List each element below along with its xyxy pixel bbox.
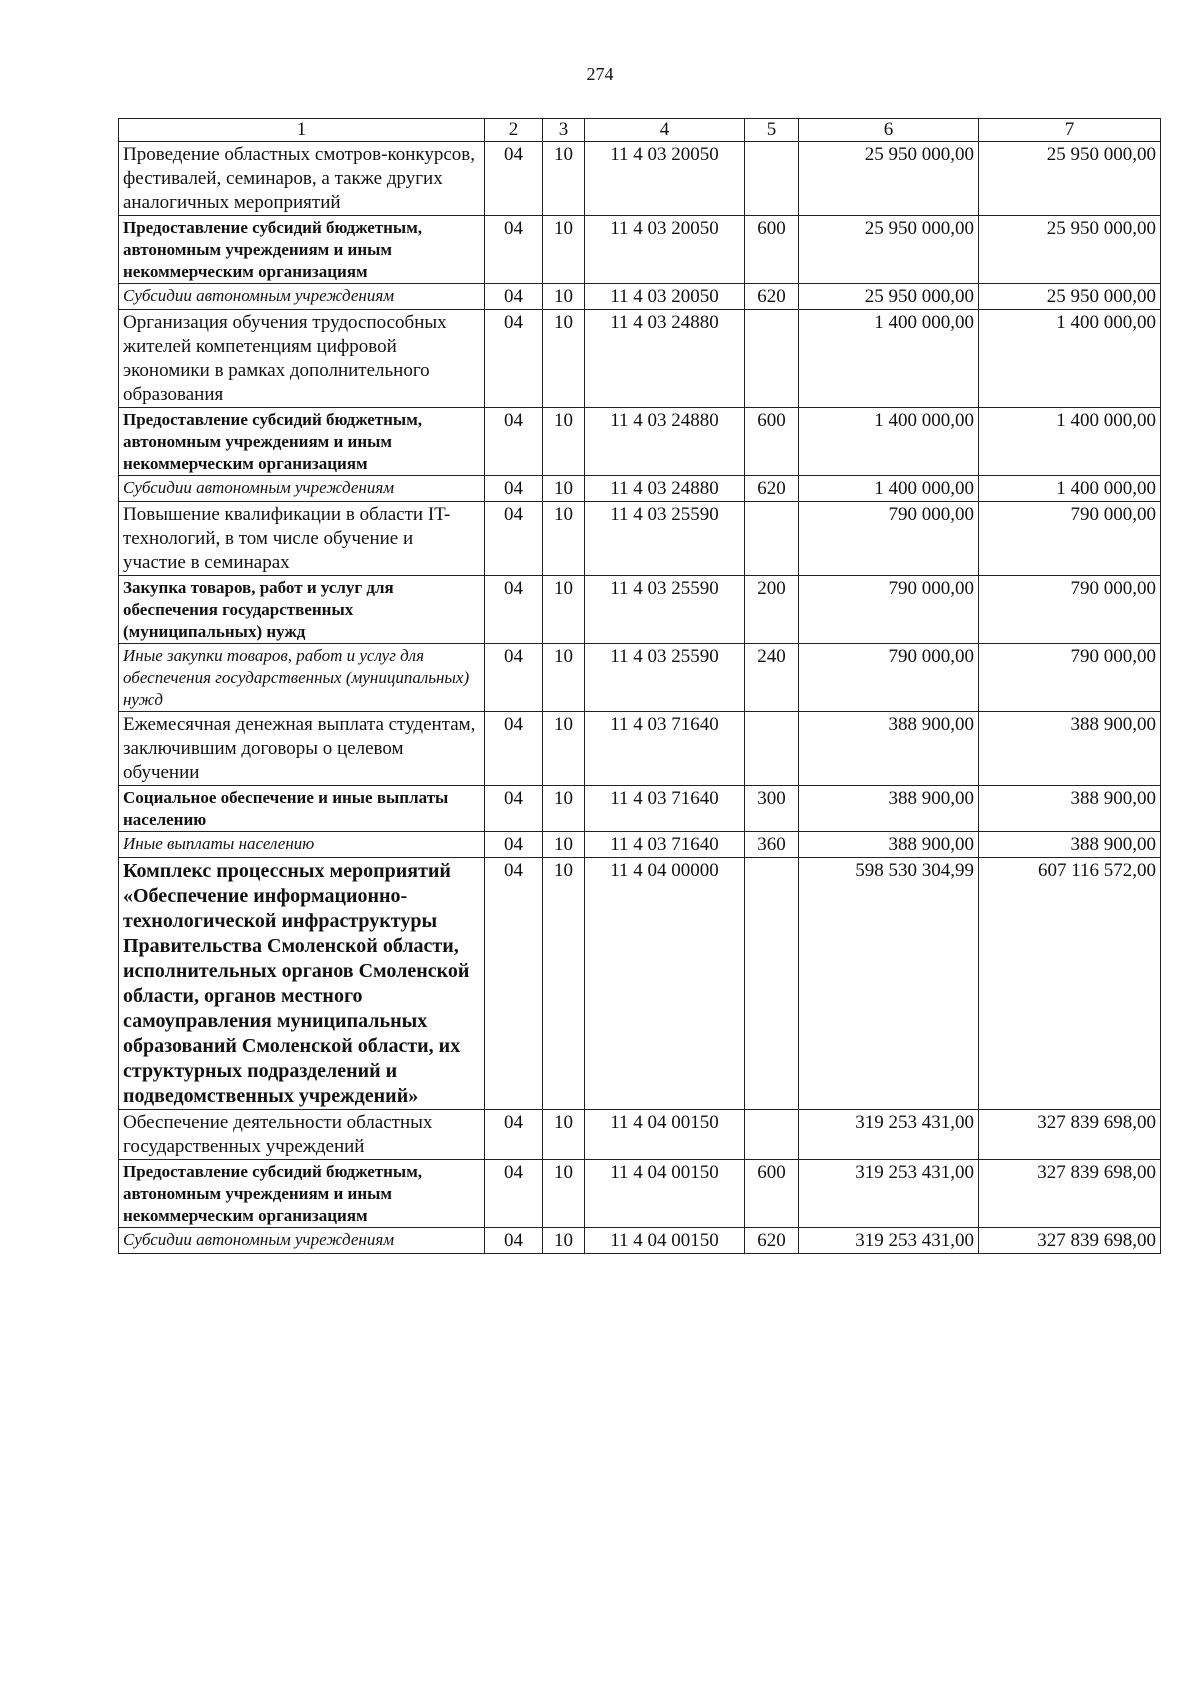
chapter-cell: 04 (485, 576, 543, 644)
amount-year2-cell: 327 839 698,00 (979, 1160, 1161, 1228)
subsection-cell: 10 (543, 476, 585, 502)
row-name-cell: Ежемесячная денежная выплата студентам, заключившим договоры о целевом обучении (119, 712, 485, 786)
amount-year1-cell: 1 400 000,00 (799, 476, 979, 502)
subsection-cell: 10 (543, 216, 585, 284)
subsection-cell: 10 (543, 502, 585, 576)
table-row (119, 1110, 1161, 1160)
target-article-cell: 11 4 03 24880 (585, 476, 745, 502)
table-row (119, 1228, 1161, 1254)
expense-type-cell: 600 (745, 1160, 799, 1228)
expense-type-cell: 600 (745, 216, 799, 284)
amount-year2-cell: 25 950 000,00 (979, 142, 1161, 216)
budget-table (118, 118, 1161, 1254)
table-row (119, 216, 1161, 284)
target-article-cell: 11 4 03 25590 (585, 576, 745, 644)
table-row (119, 310, 1161, 408)
table-row (119, 476, 1161, 502)
amount-year2-cell: 25 950 000,00 (979, 284, 1161, 310)
table-row (119, 502, 1161, 576)
column-header-4: 4 (585, 119, 745, 142)
row-name-cell: Субсидии автономным учреждениям (119, 1228, 485, 1254)
expense-type-cell: 600 (745, 408, 799, 476)
page-number: 274 (586, 64, 614, 84)
target-article-cell: 11 4 03 25590 (585, 502, 745, 576)
row-name-cell: Обеспечение деятельности областных государственных учреждений (119, 1110, 485, 1160)
row-name-cell: Организация обучения трудоспособных жителей компетенциям цифровой экономики в рамках дополнительного образования (119, 310, 485, 408)
amount-year1-cell: 598 530 304,99 (799, 858, 979, 1110)
amount-year2-cell: 327 839 698,00 (979, 1228, 1161, 1254)
amount-year1-cell: 25 950 000,00 (799, 284, 979, 310)
row-name-cell: Комплекс процессных мероприятий «Обеспечение информационно-технологической инфраструктуры Правительства Смоленской области, исполнительных органов Смоленской области, органов местного самоуправления муниципальных образований Смоленской области, их структурных подразделений и подведомственных учреждений» (119, 858, 485, 1110)
expense-type-cell: 360 (745, 832, 799, 858)
chapter-cell: 04 (485, 832, 543, 858)
amount-year2-cell: 790 000,00 (979, 502, 1161, 576)
column-header-1: 1 (119, 119, 485, 142)
amount-year1-cell: 25 950 000,00 (799, 142, 979, 216)
expense-type-cell (745, 502, 799, 576)
target-article-cell: 11 4 03 24880 (585, 408, 745, 476)
row-name-cell: Иные закупки товаров, работ и услуг для обеспечения государственных (муниципальных) нужд (119, 644, 485, 712)
amount-year2-cell: 607 116 572,00 (979, 858, 1161, 1110)
target-article-cell: 11 4 04 00150 (585, 1160, 745, 1228)
amount-year1-cell: 790 000,00 (799, 576, 979, 644)
expense-type-cell: 200 (745, 576, 799, 644)
subsection-cell: 10 (543, 832, 585, 858)
expense-type-cell: 620 (745, 1228, 799, 1254)
target-article-cell: 11 4 03 71640 (585, 786, 745, 832)
subsection-cell: 10 (543, 712, 585, 786)
amount-year1-cell: 388 900,00 (799, 832, 979, 858)
expense-type-cell: 300 (745, 786, 799, 832)
chapter-cell: 04 (485, 644, 543, 712)
row-name-cell: Субсидии автономным учреждениям (119, 476, 485, 502)
subsection-cell: 10 (543, 284, 585, 310)
table-row (119, 858, 1161, 1110)
chapter-cell: 04 (485, 142, 543, 216)
column-header-5: 5 (745, 119, 799, 142)
row-name-cell: Предоставление субсидий бюджетным, автономным учреждениям и иным некоммерческим организациям (119, 216, 485, 284)
column-header-6: 6 (799, 119, 979, 142)
amount-year2-cell: 388 900,00 (979, 786, 1161, 832)
column-header-2: 2 (485, 119, 543, 142)
subsection-cell: 10 (543, 1228, 585, 1254)
amount-year2-cell: 790 000,00 (979, 644, 1161, 712)
chapter-cell: 04 (485, 476, 543, 502)
table-row (119, 786, 1161, 832)
column-header-3: 3 (543, 119, 585, 142)
row-name-cell: Субсидии автономным учреждениям (119, 284, 485, 310)
chapter-cell: 04 (485, 786, 543, 832)
amount-year1-cell: 1 400 000,00 (799, 310, 979, 408)
expense-type-cell: 240 (745, 644, 799, 712)
target-article-cell: 11 4 03 24880 (585, 310, 745, 408)
target-article-cell: 11 4 03 20050 (585, 284, 745, 310)
subsection-cell: 10 (543, 142, 585, 216)
expense-type-cell (745, 142, 799, 216)
table-row (119, 644, 1161, 712)
table-row (119, 1160, 1161, 1228)
amount-year2-cell: 327 839 698,00 (979, 1110, 1161, 1160)
row-name-cell: Закупка товаров, работ и услуг для обеспечения государственных (муниципальных) нужд (119, 576, 485, 644)
amount-year1-cell: 319 253 431,00 (799, 1160, 979, 1228)
amount-year2-cell: 1 400 000,00 (979, 408, 1161, 476)
chapter-cell: 04 (485, 1228, 543, 1254)
amount-year2-cell: 1 400 000,00 (979, 310, 1161, 408)
chapter-cell: 04 (485, 1110, 543, 1160)
subsection-cell: 10 (543, 310, 585, 408)
expense-type-cell (745, 858, 799, 1110)
row-name-cell: Социальное обеспечение и иные выплаты населению (119, 786, 485, 832)
amount-year2-cell: 1 400 000,00 (979, 476, 1161, 502)
subsection-cell: 10 (543, 1110, 585, 1160)
header-row (119, 119, 1161, 142)
subsection-cell: 10 (543, 408, 585, 476)
target-article-cell: 11 4 04 00000 (585, 858, 745, 1110)
chapter-cell: 04 (485, 1160, 543, 1228)
row-name-cell: Проведение областных смотров-конкурсов, фестивалей, семинаров, а также других аналогичных мероприятий (119, 142, 485, 216)
amount-year1-cell: 790 000,00 (799, 502, 979, 576)
column-header-7: 7 (979, 119, 1161, 142)
amount-year2-cell: 25 950 000,00 (979, 216, 1161, 284)
amount-year1-cell: 388 900,00 (799, 712, 979, 786)
chapter-cell: 04 (485, 216, 543, 284)
target-article-cell: 11 4 03 25590 (585, 644, 745, 712)
amount-year1-cell: 319 253 431,00 (799, 1110, 979, 1160)
subsection-cell: 10 (543, 786, 585, 832)
amount-year2-cell: 388 900,00 (979, 832, 1161, 858)
table-row (119, 712, 1161, 786)
expense-type-cell (745, 1110, 799, 1160)
expense-type-cell (745, 712, 799, 786)
subsection-cell: 10 (543, 576, 585, 644)
amount-year2-cell: 790 000,00 (979, 576, 1161, 644)
target-article-cell: 11 4 04 00150 (585, 1228, 745, 1254)
chapter-cell: 04 (485, 310, 543, 408)
chapter-cell: 04 (485, 712, 543, 786)
table-row (119, 408, 1161, 476)
chapter-cell: 04 (485, 284, 543, 310)
target-article-cell: 11 4 03 20050 (585, 142, 745, 216)
amount-year1-cell: 1 400 000,00 (799, 408, 979, 476)
target-article-cell: 11 4 03 71640 (585, 712, 745, 786)
expense-type-cell: 620 (745, 476, 799, 502)
chapter-cell: 04 (485, 408, 543, 476)
table-row (119, 832, 1161, 858)
chapter-cell: 04 (485, 858, 543, 1110)
table-row (119, 576, 1161, 644)
row-name-cell: Повышение квалификации в области IT-технологий, в том числе обучение и участие в семинарах (119, 502, 485, 576)
amount-year1-cell: 25 950 000,00 (799, 216, 979, 284)
subsection-cell: 10 (543, 858, 585, 1110)
table-row (119, 142, 1161, 216)
row-name-cell: Предоставление субсидий бюджетным, автономным учреждениям и иным некоммерческим организациям (119, 1160, 485, 1228)
expense-type-cell: 620 (745, 284, 799, 310)
amount-year1-cell: 319 253 431,00 (799, 1228, 979, 1254)
subsection-cell: 10 (543, 644, 585, 712)
amount-year1-cell: 790 000,00 (799, 644, 979, 712)
table-row (119, 284, 1161, 310)
subsection-cell: 10 (543, 1160, 585, 1228)
row-name-cell: Иные выплаты населению (119, 832, 485, 858)
amount-year2-cell: 388 900,00 (979, 712, 1161, 786)
target-article-cell: 11 4 04 00150 (585, 1110, 745, 1160)
target-article-cell: 11 4 03 20050 (585, 216, 745, 284)
chapter-cell: 04 (485, 502, 543, 576)
row-name-cell: Предоставление субсидий бюджетным, автономным учреждениям и иным некоммерческим организациям (119, 408, 485, 476)
amount-year1-cell: 388 900,00 (799, 786, 979, 832)
target-article-cell: 11 4 03 71640 (585, 832, 745, 858)
expense-type-cell (745, 310, 799, 408)
